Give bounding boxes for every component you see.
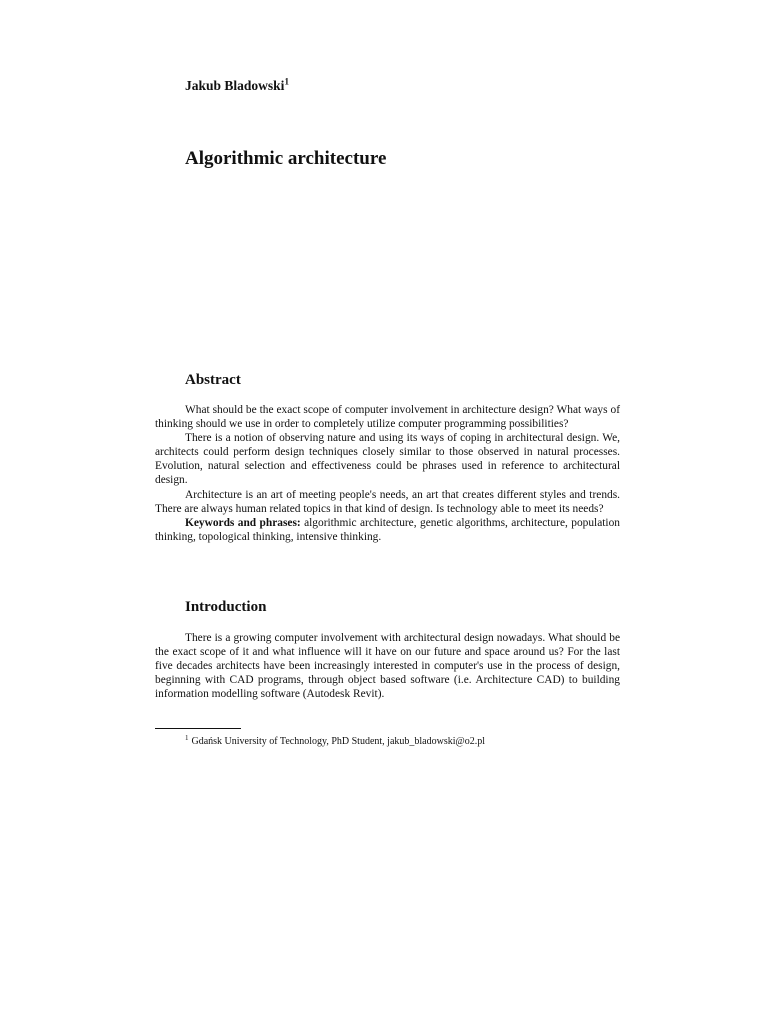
footnote-divider — [155, 728, 241, 729]
keywords-paragraph — [155, 516, 620, 544]
footnote-text: Gdańsk University of Technology, PhD Student, jakub_bladowski@o2.pl — [191, 736, 485, 747]
footnote-mark: 1 — [185, 733, 189, 742]
introduction-heading: Introduction — [185, 599, 267, 615]
abstract-paragraph: What should be the exact scope of computer involvement in architecture design? What ways of thinking should we use in order to completely utilize computer programming possibilities? — [155, 404, 620, 431]
paper-title: Algorithmic architecture — [185, 148, 387, 169]
keywords-label: Keywords and phrases: — [185, 516, 301, 529]
author-footnote-mark: 1 — [284, 76, 289, 87]
footnote — [185, 733, 485, 747]
abstract-paragraph: Architecture is an art of meeting people's needs, an art that creates different styles and trends. There are always human related topics in that kind of design. Is technology able to meet its needs? — [155, 488, 620, 515]
introduction-body — [155, 631, 620, 701]
abstract-heading: Abstract — [185, 372, 241, 388]
introduction-paragraph: There is a growing computer involvement with architectural design nowadays. What should be the exact scope of it and what influence will it have on our future and space around us? For the last five decades architects have been increasingly interested in computer's use in the process of design, beginning with CAD programs, through object based software (i.e. Architecture CAD) to building information modelling software (Autodesk Revit). — [155, 632, 620, 701]
abstract-paragraph: There is a notion of observing nature and using its ways of coping in architectural design. We, architects could perform design techniques closely similar to those observed in natural processes. Evolution, natural selection and effectiveness could be phrases used in reference to architectural design. — [155, 432, 620, 487]
keywords-text: algorithmic architecture, genetic algorithms, architecture, population thinking, topological thinking, intensive thinking. — [155, 516, 620, 543]
author-name-text: Jakub Bladowski — [185, 78, 285, 93]
abstract-body — [155, 403, 620, 544]
author-name — [185, 78, 289, 94]
